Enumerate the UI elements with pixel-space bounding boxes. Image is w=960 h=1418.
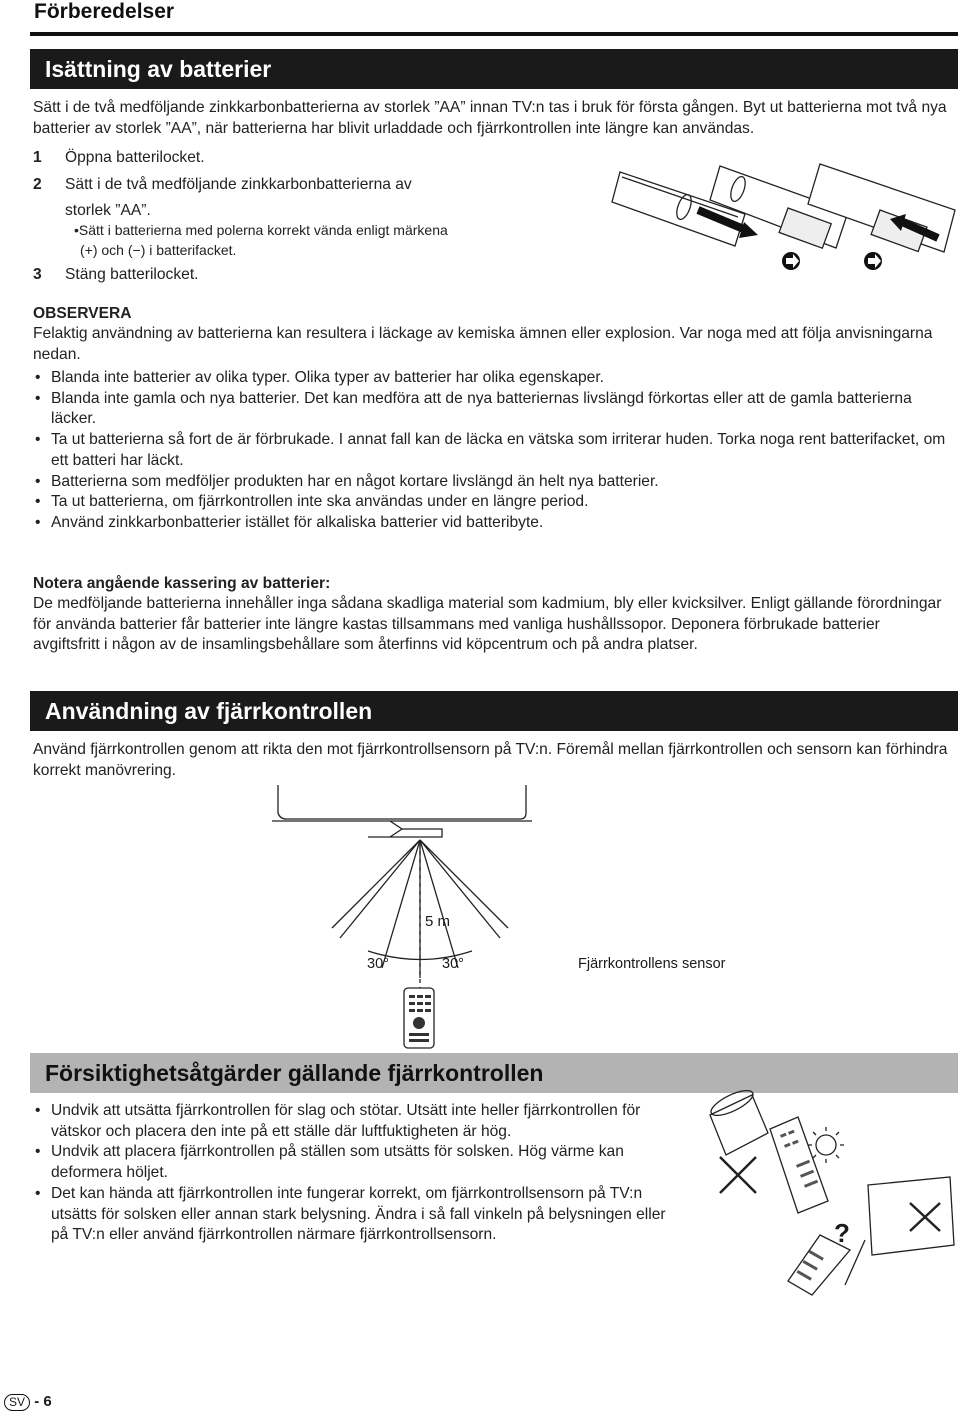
page-number: - 6 (34, 1393, 52, 1410)
step-3-text: Stäng batterilocket. (65, 266, 199, 283)
list-item: • Blanda inte batterier av olika typer. Olika typer av batterier har olika egenskaper. (33, 368, 958, 389)
distance-label: 5 m (425, 913, 451, 930)
step-2-sub-note: •Sätt i batterierna med polerna korrekt vända enligt märkena (74, 222, 448, 238)
angle-right-label: 30° (442, 956, 464, 972)
list-item: • Ta ut batterierna så fort de är förbrukade. I annat fall kan de läcka en vätska som irriterar huden. Torka noga rent batterifacket, om ett batteri har läckt. (33, 430, 958, 471)
note-title: OBSERVERA (33, 305, 132, 322)
section-heading-batteries: Isättning av batterier (30, 49, 958, 89)
chapter-rule (30, 32, 958, 36)
page-footer (4, 1393, 52, 1411)
question-mark: ? (834, 1218, 850, 1248)
angle-left-label: 30° (367, 956, 389, 972)
language-badge: SV (4, 1394, 30, 1411)
step-2-number: 2 (33, 176, 42, 193)
note-bullet-list (33, 368, 958, 534)
step-2-sub-note-cont: (+) och (−) i batterifacket. (80, 242, 237, 258)
disposal-title: Notera angående kassering av batterier: (33, 575, 331, 592)
step-1-text: Öppna batterilocket. (65, 149, 205, 166)
precautions-illustration (700, 1085, 958, 1305)
chapter-title: Förberedelser (34, 0, 175, 23)
list-item: • Undvik att placera fjärrkontrollen på ställen som utsätts för solsken. Hög värme kan deformera höljet. (33, 1142, 673, 1183)
battery-illustration (610, 162, 960, 287)
precaution-bullet-list (33, 1101, 673, 1246)
list-item: • Det kan hända att fjärrkontrollen inte fungerar korrekt, om fjärrkontrollsensorn på TV:n utsätts för solsken eller annan stark belysning. Ändra i så fall vinkeln på belysningen eller på TV:n eller använd fjärrkontrollen närmare fjärrkontrollsensorn. (33, 1184, 673, 1246)
section-heading-remote-usage: Användning av fjärrkontrollen (30, 691, 958, 731)
remote-usage-text: Använd fjärrkontrollen genom att rikta den mot fjärrkontrollsensorn på TV:n. Föremål mellan fjärrkontrollen och sensorn kan förhindra korrekt manövrering. (33, 741, 948, 779)
remote-range-diagram (270, 783, 550, 1053)
step-1-number: 1 (33, 149, 42, 166)
sensor-label: Fjärrkontrollens sensor (578, 956, 726, 972)
step-2-text: Sätt i de två medföljande zinkkarbonbatterierna av (65, 176, 412, 193)
section-heading-precautions: Försiktighetsåtgärder gällande fjärrkontrollen (30, 1053, 958, 1093)
list-item: • Undvik att utsätta fjärrkontrollen för slag och stötar. Utsätt inte heller fjärrkontrollen för vätskor och placera den inte på ett ställe där luftfuktigheten är hög. (33, 1101, 673, 1142)
step-3 (33, 264, 199, 285)
list-item: • Batterierna som medföljer produkten har en något kortare livslängd än helt nya batterier. (33, 472, 958, 493)
list-item: • Använd zinkkarbonbatterier istället för alkaliska batterier vid batteribyte. (33, 513, 958, 534)
step-2 (33, 174, 412, 195)
step-3-number: 3 (33, 266, 42, 283)
list-item: • Blanda inte gamla och nya batterier. Det kan medföra att de nya batteriernas livslängd förkortas eller att de gamla batterierna läcker. (33, 389, 958, 430)
disposal-text: De medföljande batterierna innehåller inga sådana skadliga material som kadmium, bly eller kvicksilver. Enligt gällande förordningar för använda batterier får batterier inte längre kastas tillsammans med vanliga hushållssopor. Deponera förbrukade batterier avgiftsfritt i någon av de insamlingsbehållare som återfinns vid köpcentrum och på andra platser. (33, 595, 942, 654)
list-item: • Ta ut batterierna, om fjärrkontrollen inte ska användas under en längre period. (33, 492, 958, 513)
step-1 (33, 147, 205, 168)
step-2-text-cont: storlek ”AA”. (65, 202, 151, 219)
note-intro: Felaktig användning av batterierna kan resultera i läckage av kemiska ämnen eller explosion. Var noga med att följa anvisningarna nedan. (33, 325, 933, 363)
battery-intro-text: Sätt i de två medföljande zinkkarbonbatterierna av storlek ”AA” innan TV:n tas i bruk för första gången. Byt ut batterierna mot två nya batterier av storlek ”AA”, när batterierna har blivit urladdade och fjärrkontrollen inte längre kan användas. (33, 99, 947, 137)
